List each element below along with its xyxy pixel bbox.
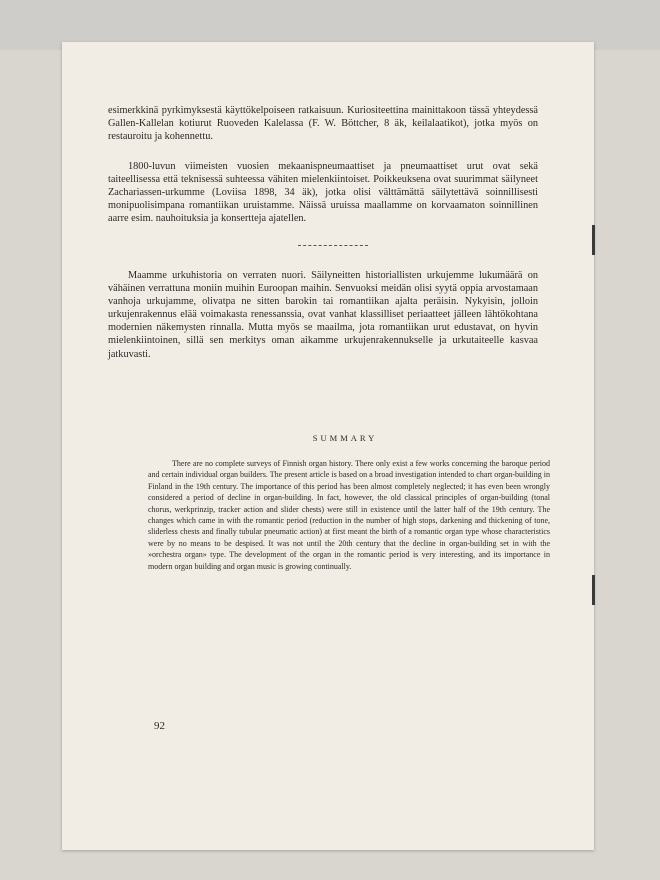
page-number: 92 <box>154 720 165 732</box>
paragraph-1-text: esimerkkinä pyrkimyksestä käyttökelpoiseen ratkaisuun. Kuriositeettina mainittakoon tässä yhteydessä Gallen-Kallelan kotiurut Ruoveden Kalelassa (F. W. Böttcher, 8 äk, keilalaatikot), jotka myös on restauroitu ja kohennettu. <box>108 105 538 143</box>
paragraph-2 <box>108 160 538 225</box>
section-divider <box>298 245 368 246</box>
summary-section <box>148 458 550 572</box>
paragraph-3 <box>108 269 538 361</box>
summary-text: There are no complete surveys of Finnish organ history. There only exist a few works concerning the baroque period and certain individual organ builders. The present article is based on a broad investigation intended to chart organ-building in Finland in the 19th century. The importance of this period has been almost completely neglected; it has even been wrongly considered a period of decline in organ-building. In fact, however, the old classical principles of organ-building (tonal chorus, werkprinzip, tracker action and slider chests) were still in existence until the latter half of the 19th century. The changes which came in with the romantic period (reduction in the number of high stops, darkening and thickening of tone, sliderless chests and finally tubular pneumatic action) at first meant the birth of a romantic organ type whose characteristics were by no means to be despised. It was not until the 20th century that the decline in organ-building set in with the »orchestra organ» type. The development of the organ in the romantic period is very interesting, and its importance in modern organ building and organ music is growing continually. <box>148 459 550 571</box>
paper-edge-mark <box>592 225 595 255</box>
paragraph-2-text: 1800-luvun viimeisten vuosien mekaanispneumaattiset ja pneumaattiset urut ovat sekä taiteellisessa että teknisessä suhteessa vähiten mielenkiintoiset. Poikkeuksena ovat suurimmat säilyneet Zachariassen-urkumme (Loviisa 1898, 34 äk), jotka olisi välttämättä säilytettävä soinnillisesti monipuolisimpana romantiikan uruistamme. Näissä uruissa maallamme on korvaamaton soinnillinen aarre esim. nauhoituksia ja konsertteja ajatellen. <box>108 161 538 225</box>
paragraph-1 <box>108 104 538 143</box>
paragraph-3-text: Maamme urkuhistoria on verraten nuori. Säilyneitten historiallisten urkujemme lukumäärä on vähäinen verrattuna moniin muihin Euroopan maihin. Senvuoksi meidän olisi syytä oppia arvostamaan vanhoja urkujamme, olivatpa ne sitten barokin tai romantiikan ajalta peräisin. Nykyisin, jolloin urkujenrakennus elää voimakasta renessanssia, ovat vanhat klassilliset periaatteet jälleen lähtökohtana modernien näkemysten rinnalla. Mutta myös se maailma, jota romantiikan urut edustavat, on hyvin mielenkiintoinen, sillä sen merkitys oman aikamme urkujenrakennukselle ja urkutaiteelle kasvaa jatkuvasti. <box>108 270 538 360</box>
paper-edge-mark <box>592 575 595 605</box>
summary-heading: SUMMARY <box>312 433 378 443</box>
